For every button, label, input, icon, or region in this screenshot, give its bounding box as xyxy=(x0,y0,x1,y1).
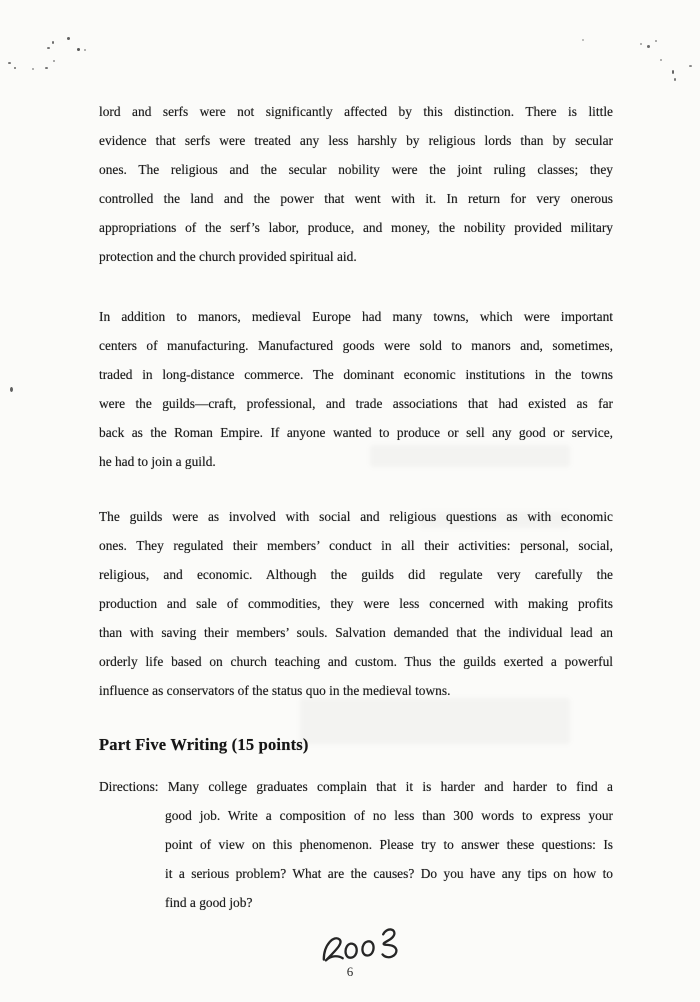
ink-speck xyxy=(14,67,16,69)
text-line: centers of manufacturing. Manufactured goods were sold to manors and, sometimes, xyxy=(99,338,613,353)
paragraph-towns-guilds xyxy=(99,302,613,476)
page-number: 6 xyxy=(346,964,354,979)
text-line: ones. They regulated their members’ conduct in all their activities: personal, social, xyxy=(99,538,613,553)
text-line: orderly life based on church teaching and custom. Thus the guilds exerted a powerful xyxy=(99,654,613,669)
text-line: traded in long-distance commerce. The dominant economic institutions in the towns xyxy=(99,367,613,382)
text-line: protection and the church provided spiritual aid. xyxy=(99,249,357,264)
ink-speck xyxy=(647,45,650,48)
ink-speck xyxy=(640,43,642,45)
ink-speck xyxy=(660,59,662,61)
ink-speck xyxy=(45,67,48,69)
text-line: back as the Roman Empire. If anyone wanted to produce or sell any good or service, xyxy=(99,425,613,440)
text-line: than with saving their members’ souls. Salvation demanded that the individual lead an xyxy=(99,625,613,640)
text-line: lord and serfs were not significantly affected by this distinction. There is little xyxy=(99,104,613,119)
text-line: point of view on this phenomenon. Please try to answer these questions: Is xyxy=(165,837,613,852)
section-heading: Part Five Writing (15 points) xyxy=(99,735,309,754)
text-line: it a serious problem? What are the causes? Do you have any tips on how to xyxy=(165,866,613,881)
text-line: production and sale of commodities, they were less concerned with making profits xyxy=(99,596,613,611)
ink-speck xyxy=(52,41,54,44)
ink-speck xyxy=(689,65,692,67)
text-line: he had to join a guild. xyxy=(99,454,216,469)
text-line: good job. Write a composition of no less than 300 words to express your xyxy=(165,808,613,823)
text-line: Directions: Many college graduates complain that it is harder and harder to find a xyxy=(99,779,613,794)
text-line: In addition to manors, medieval Europe had many towns, which were important xyxy=(99,309,613,324)
text-line: appropriations of the serf’s labor, produce, and money, the nobility provided military xyxy=(99,220,613,235)
text-line: controlled the land and the power that went with it. In return for very onerous xyxy=(99,191,613,206)
paragraph-manors-serfs xyxy=(99,97,613,271)
ink-speck xyxy=(655,40,657,42)
ink-speck xyxy=(32,68,34,70)
ink-speck xyxy=(8,62,11,64)
ink-speck xyxy=(47,47,50,49)
text-line: religious, and economic. Although the guilds did regulate very carefully the xyxy=(99,567,613,582)
text-line: The guilds were as involved with social and religious questions as with economic xyxy=(99,509,613,524)
text-line: evidence that serfs were treated any less harshly by religious lords than by secular xyxy=(99,133,613,148)
ink-speck xyxy=(582,39,584,41)
ink-speck xyxy=(67,37,70,40)
text-line: find a good job? xyxy=(165,895,253,910)
ink-speck xyxy=(77,48,80,51)
ink-speck xyxy=(10,387,13,392)
text-line: were the guilds—craft, professional, and trade associations that had existed as far xyxy=(99,396,613,411)
ink-speck xyxy=(53,60,55,62)
ink-speck xyxy=(674,78,676,81)
text-line: influence as conservators of the status quo in the medieval towns. xyxy=(99,683,451,698)
text-line: ones. The religious and the secular nobility were the joint ruling classes; they xyxy=(99,162,613,177)
paragraph-guilds-religion xyxy=(99,502,613,705)
ink-speck xyxy=(84,49,86,51)
ink-speck xyxy=(672,70,674,74)
directions-block xyxy=(99,772,613,917)
